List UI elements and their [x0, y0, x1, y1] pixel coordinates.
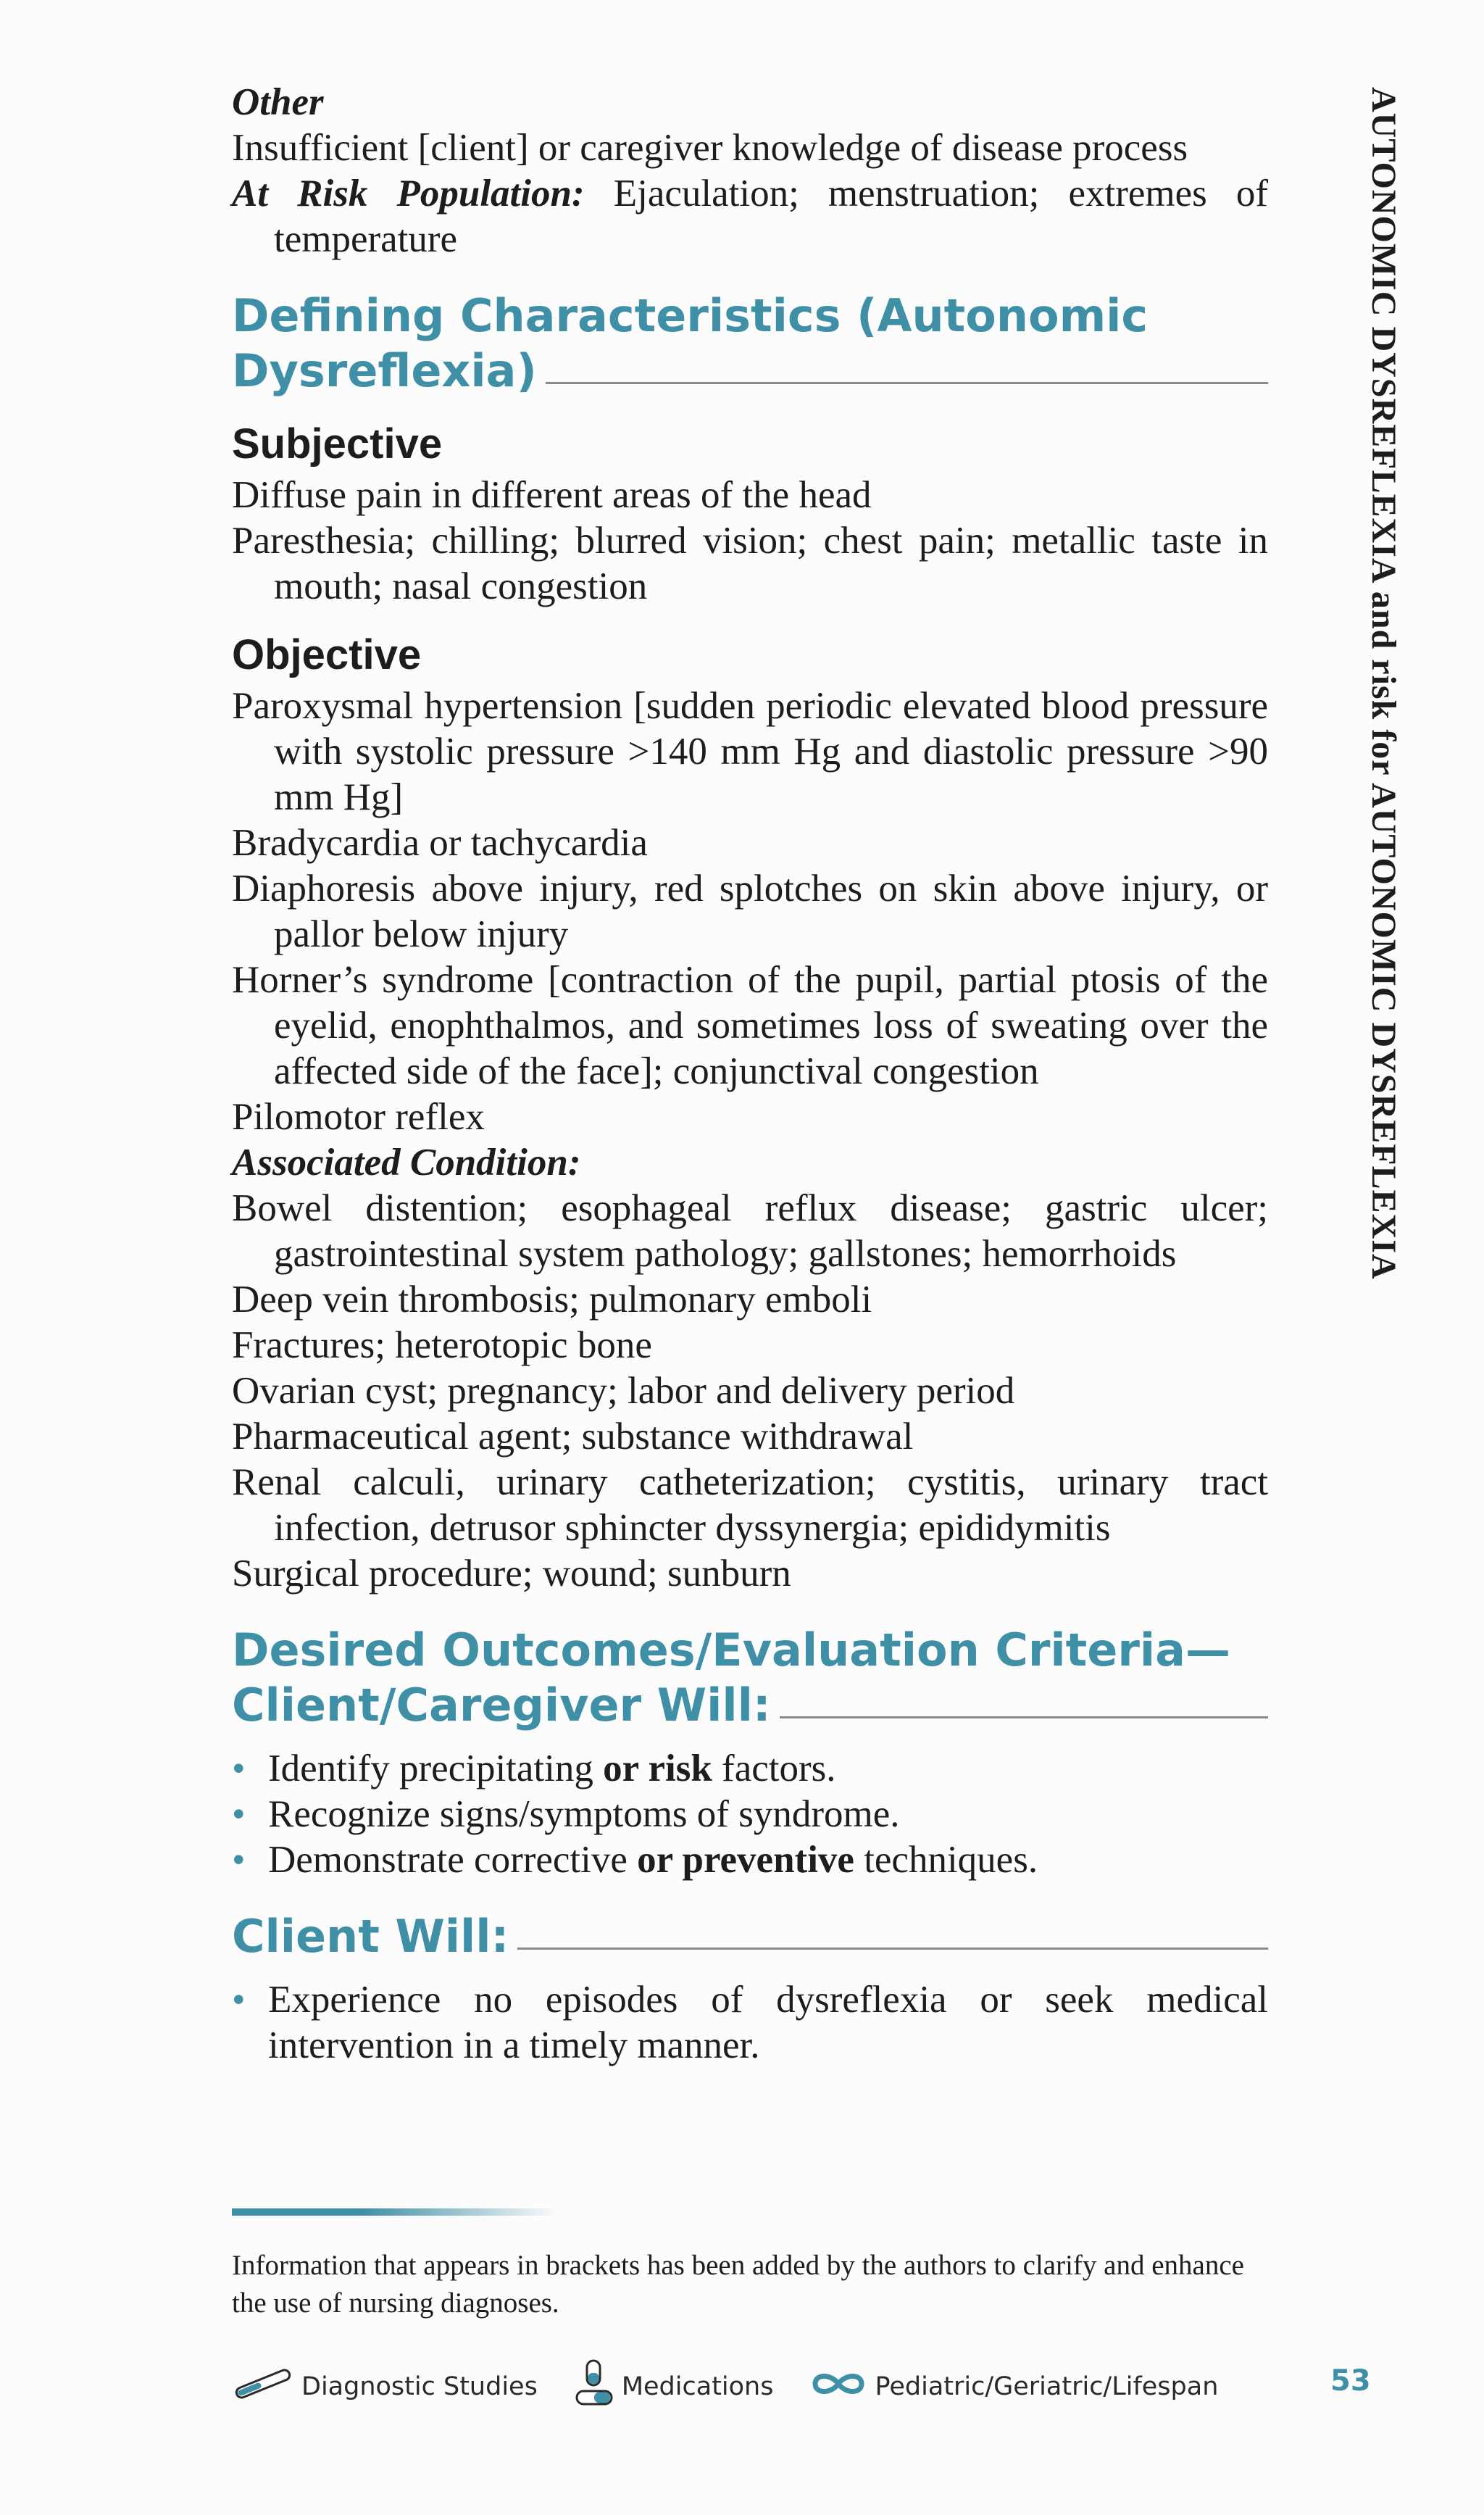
legend-label: Medications [621, 2372, 774, 2401]
desired-outcomes-heading [232, 1623, 1268, 1733]
associated-item: Surgical procedure; wound; sunburn [232, 1552, 791, 1595]
footnote: Information that appears in brackets has been added by the authors to clarify and enhance the use of nursing diagnoses. [232, 2250, 1244, 2319]
defining-characteristics-heading [232, 288, 1268, 399]
infinity-icon [809, 2369, 867, 2405]
footnote-rule [232, 2208, 558, 2216]
subjective-heading: Subjective [232, 420, 443, 467]
client-will-title: Client Will: [232, 1910, 509, 1963]
page-content [232, 80, 1268, 2069]
associated-item: Deep vein thrombosis; pulmonary emboli [232, 1279, 872, 1321]
legend-lifespan [809, 2369, 1218, 2405]
associated-item: Bowel distention; esophageal reflux disease; gastric ulcer; gastrointestinal system pathology; gallstones; hemorrhoids [232, 1187, 1268, 1275]
legend-label: Pediatric/Geriatric/Lifespan [875, 2372, 1219, 2401]
defining-heading-line1: Defining Characteristics (Autonomic [232, 289, 1149, 342]
associated-item: Renal calculi, urinary catheterization; cystitis, urinary tract infection, detrusor sphincter dyssynergia; epididymitis [232, 1461, 1268, 1549]
subjective-item: Diffuse pain in different areas of the head [232, 474, 872, 516]
subjective-item: Paresthesia; chilling; blurred vision; chest pain; metallic taste in mouth; nasal congestion [232, 520, 1268, 607]
objective-list [232, 683, 1268, 1140]
icon-legend [232, 2361, 1254, 2412]
associated-item: Ovarian cyst; pregnancy; labor and delivery period [232, 1370, 1015, 1412]
associated-list [232, 1186, 1268, 1597]
associated-item: Fractures; heterotopic bone [232, 1324, 652, 1366]
legend-diagnostic-studies [232, 2366, 538, 2408]
client-will-heading [232, 1909, 1268, 1964]
pill-bottle-icon [574, 2358, 614, 2416]
other-label: Other [232, 81, 324, 123]
outcome-item: • Identify precipitating or risk factors. [232, 1746, 1268, 1792]
objective-item: Paroxysmal hypertension [sudden periodic elevated blood pressure with systolic pressure >140 mm Hg and diastolic pressure >90 mm Hg] [232, 685, 1268, 818]
client-list [232, 1977, 1268, 2069]
outcomes-heading-line2: Client/Caregiver Will: [232, 1679, 771, 1732]
objective-item: Horner’s syndrome [contraction of the pupil, partial ptosis of the eyelid, enophthalmos, and sometimes loss of sweating over the affected side of the face]; conjunctival congestion [232, 959, 1268, 1092]
objective-item: Bradycardia or tachycardia [232, 822, 648, 864]
outcomes-list [232, 1746, 1268, 1883]
legend-label: Diagnostic Studies [301, 2372, 538, 2401]
at-risk-text: Ejaculation; menstruation; extremes of temperature [274, 172, 1269, 260]
associated-item: Pharmaceutical agent; substance withdrawal [232, 1416, 914, 1458]
at-risk-label: At Risk Population: [232, 172, 585, 215]
outcomes-heading-line1: Desired Outcomes/Evaluation Criteria— [232, 1624, 1231, 1676]
outcome-item: • Recognize signs/symptoms of syndrome. [232, 1792, 1268, 1837]
page-number: 53 [1330, 2364, 1371, 2398]
section-rule [780, 1716, 1268, 1718]
legend-medications [574, 2358, 774, 2416]
client-item: • Experience no episodes of dysreflexia or seek medical intervention in a timely manner. [232, 1977, 1268, 2069]
defining-heading-line2: Dysreflexia) [232, 344, 537, 397]
outcome-item: • Demonstrate corrective or preventive techniques. [232, 1837, 1268, 1883]
objective-item: Diaphoresis above injury, red splotches on skin above injury, or pallor below injury [232, 868, 1268, 955]
other-item: Insufficient [client] or caregiver knowledge of disease process [232, 127, 1188, 169]
section-rule [517, 1947, 1268, 1950]
at-risk-population [232, 171, 1268, 262]
subjective-list [232, 473, 1268, 610]
objective-heading: Objective [232, 631, 422, 678]
objective-item: Pilomotor reflex [232, 1096, 485, 1138]
section-rule [546, 382, 1268, 384]
running-side-title: AUTONOMIC DYSREFLEXIA and risk for AUTONOMIC DYSREFLEXIA [1364, 87, 1403, 1280]
associated-condition-label: Associated Condition: [232, 1142, 581, 1184]
test-tube-icon [232, 2366, 294, 2408]
